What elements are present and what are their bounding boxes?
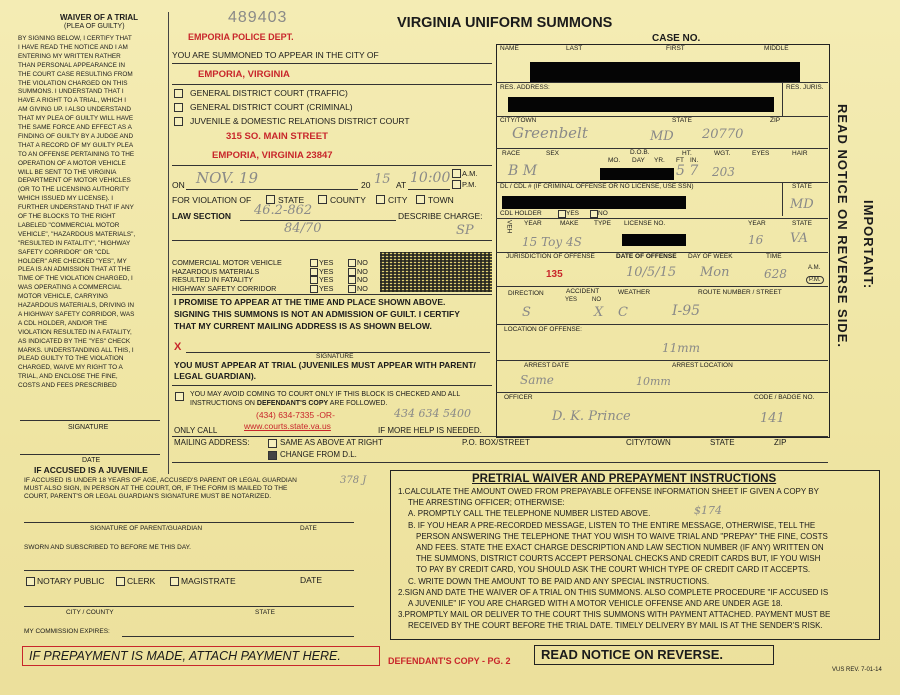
law-section-hand: 46.2-862	[254, 203, 313, 218]
at-label: AT	[396, 180, 407, 190]
instructions-hand-note: $174	[694, 504, 722, 517]
city-county-line	[24, 606, 354, 607]
direction-label: DIRECTION	[508, 290, 544, 297]
sworn-label: SWORN AND SUBSCRIBED TO BEFORE ME THIS DAY.	[24, 544, 191, 551]
arrest-location-hand: 10mm	[636, 375, 671, 388]
court-year-hand: 15	[374, 172, 391, 187]
describe-charge-label: DESCRIBE CHARGE:	[398, 211, 483, 221]
parent-signature-line	[24, 522, 354, 523]
date-line	[20, 454, 160, 455]
zip-hand: 20770	[702, 127, 744, 142]
license-no-label: LICENSE NO.	[624, 220, 666, 227]
are-followed: ARE FOLLOWED.	[329, 400, 388, 407]
waiver-line: FURTHER UNDERSTAND THAT IF ANY	[18, 204, 134, 212]
cdl-yes-label: YES	[566, 210, 580, 217]
flag-row	[172, 276, 382, 284]
waiver-line: TRIAL, AND ENCLOSE THE FINE,	[18, 373, 118, 381]
instruction-line: 3.PROMPTLY MAIL OR DELIVER TO THE COURT THIS SUMMONS WITH PAYMENT ATTACHED. PAYMENT MUST BE	[398, 610, 831, 620]
city-town-label: CITY/TOWN	[500, 117, 537, 124]
promise-line-2: SIGNING THIS SUMMONS IS NOT AN ADMISSION OF GUILT. I CERTIFY	[174, 309, 460, 319]
flag-no-label: NO	[357, 258, 368, 267]
flag-yes-label: YES	[319, 275, 334, 285]
waiver-line: A CDL HOLDER, AND/OR THE	[18, 319, 108, 327]
ft-label: FT	[676, 157, 684, 164]
location-row-line	[496, 360, 828, 361]
city-row-line	[496, 148, 828, 149]
promise-line-3: THAT MY CURRENT MAILING ADDRESS IS AS SHOWN BELOW.	[174, 321, 432, 331]
veh-type-label: TYPE	[594, 220, 611, 227]
waiver-line: THAN PERSONAL APPEARANCE IN	[18, 61, 126, 69]
on-label: ON	[172, 180, 185, 190]
flag-yes-label: YES	[319, 266, 334, 276]
flag-row	[172, 259, 382, 267]
court-options-top	[172, 84, 492, 85]
date-offense-label: DATE OF OFFENSE	[616, 253, 677, 260]
flag-no-label: NO	[357, 275, 368, 285]
waiver-line: SAFETY CORRIDOR" OR "CDL	[18, 248, 110, 256]
weather-label: WEATHER	[618, 289, 651, 296]
violation-town-checkbox[interactable]	[416, 195, 425, 204]
time-label: TIME	[766, 253, 782, 260]
read-notice-box	[534, 645, 774, 665]
same-address-label: SAME AS ABOVE AT RIGHT	[280, 438, 383, 447]
city-hand: Greenbelt	[512, 124, 588, 142]
waiver-line: BY SIGNING BELOW, I CERTIFY THAT	[18, 35, 132, 42]
arrest-date-label: ARREST DATE	[524, 362, 569, 369]
res-state-label: STATE	[672, 117, 692, 124]
instructions-title: PRETRIAL WAIVER AND PREPAYMENT INSTRUCTIONS	[472, 473, 777, 485]
waiver-line: WHICH ISSUED MY LICENSE). I	[18, 195, 114, 203]
waiver-signature-label: SIGNATURE	[68, 424, 109, 431]
instruction-line: AND FEES. STATE THE EXACT CHARGE DESCRIPTION AND LAW SECTION NUMBER (IF ANY) WRITTEN ON	[416, 543, 824, 552]
waiver-line: AM GIVING UP. I ALSO UNDERSTAND	[18, 106, 132, 114]
dl-row-line	[496, 218, 828, 219]
violation-county-checkbox[interactable]	[318, 195, 327, 204]
phone-hand: 434 634 5400	[394, 407, 471, 420]
cdl-holder-label: CDL HOLDER	[500, 210, 542, 217]
eyes-label: EYES	[752, 150, 770, 157]
arrest-row-line	[496, 392, 828, 393]
race-label: RACE	[502, 150, 521, 157]
notary-public-checkbox[interactable]	[26, 577, 35, 586]
margin-handwriting: 378 J	[340, 475, 367, 486]
waiver-line: OPERATION OF A MOTOR VEHICLE	[18, 159, 126, 167]
yr-label: YR.	[654, 157, 665, 164]
waiver-line: THE COURT CASE RESULTING FROM	[18, 70, 133, 78]
am-label: A.M.	[462, 169, 478, 178]
redacted-dl	[502, 196, 686, 209]
clerk-label: CLERK	[127, 576, 156, 586]
dl-label: DL / CDL # (IF CRIMINAL OFFENSE OR NO LICENSE, USE SSN)	[500, 183, 694, 190]
mail-state-label: STATE	[710, 438, 735, 447]
waiver-line: THE SAME FORCE AND EFFECT AS A	[18, 124, 132, 131]
charge-hand: SP	[456, 223, 474, 238]
may-avoid-main: YOU MAY AVOID COMING TO COURT ONLY IF THIS BLOCK IS CHECKED AND ALL INSTRUCTIONS ON	[190, 391, 460, 407]
court-traffic-checkbox[interactable]	[174, 89, 183, 98]
defendant-copy-ref: DEFENDANT'S COPY	[256, 400, 329, 407]
flag-yes-checkbox[interactable]	[310, 268, 318, 276]
instruction-line: C. WRITE DOWN THE AMOUNT TO BE PAID AND ANY SPECIAL INSTRUCTIONS.	[408, 576, 710, 586]
court-website[interactable]: www.courts.state.va.us	[244, 421, 331, 431]
summons-number: 489403	[228, 9, 288, 26]
flag-label: RESULTED IN FATALITY	[172, 275, 254, 285]
accident-yes: YES	[565, 297, 578, 303]
instruction-line: RECEIVED BY THE COURT BEFORE THE TRIAL DATE. TIMELY DELIVERY BY MAIL IS AT THE SENDER'S RISK.	[408, 621, 823, 631]
day-label: DAY	[632, 157, 645, 164]
mail-city-label: CITY/TOWN	[626, 438, 671, 447]
address-divider	[172, 165, 492, 166]
flag-label: HIGHWAY SAFETY CORRIDOR	[172, 283, 277, 293]
appear-label: YOU ARE SUMMONED TO APPEAR IN THE CITY OF	[172, 50, 379, 60]
notary-public-label: NOTARY PUBLIC	[37, 576, 105, 586]
route-label: ROUTE NUMBER / STREET	[698, 289, 782, 296]
veh-year-label: YEAR	[524, 220, 542, 227]
waiver-line: WILL BE SENT TO THE VIRGINIA	[18, 168, 117, 176]
violation-state-label: STATE	[278, 195, 305, 205]
flag-no-label: NO	[357, 283, 368, 293]
court-phone: (434) 634-7335 -OR-	[256, 410, 335, 420]
waiver-line: CHARGED, WAIVE MY RIGHT TO A	[18, 364, 123, 372]
instruction-line: 1.CALCULATE THE AMOUNT OWED FROM PREPAYABLE OFFENSE INFORMATION SHEET IF GIVEN A COPY BY	[398, 487, 819, 496]
court-time-line	[408, 189, 450, 190]
location-label: LOCATION OF OFFENSE:	[504, 326, 582, 333]
waiver-line: THAT MY PLEA OF GUILTY WILL HAVE	[18, 115, 134, 123]
accident-hand: X	[594, 305, 604, 320]
pm-checkbox[interactable]	[452, 180, 461, 189]
dl-state-divider	[782, 182, 783, 216]
waiver-date-label: DATE	[82, 457, 101, 464]
waiver-line: OF THE BLOCKS TO THE RIGHT	[18, 213, 116, 220]
only-call-label: ONLY CALL	[174, 426, 218, 435]
po-box-label: P.O. BOX/STREET	[462, 438, 530, 447]
flag-no-checkbox[interactable]	[348, 259, 356, 267]
charge-line	[172, 240, 492, 241]
waiver-line: COSTS AND FEES PRESCRIBED	[18, 382, 117, 390]
waiver-line: HAZARDOUS MATERIALS, DRIVING IN	[18, 302, 134, 309]
side-important: IMPORTANT:	[861, 200, 876, 290]
waiver-line: MARKS. UNDERSTANDING ALL THIS, I	[18, 346, 134, 354]
violation-town-label: TOWN	[428, 195, 454, 205]
court-criminal-label: GENERAL DISTRICT COURT (CRIMINAL)	[190, 102, 353, 112]
vehicle-hand: 15 Toy 4S	[522, 235, 582, 249]
column-divider	[168, 12, 169, 474]
name-row-line	[496, 82, 828, 83]
state-hand: MD	[650, 129, 674, 144]
waiver-line: "RESULTED IN FATALITY", "HIGHWAY	[18, 239, 131, 247]
signature-x-mark: X	[174, 341, 182, 353]
waiver-line: WAS OPERATING A COMMERCIAL	[18, 284, 122, 292]
pm-label: P.M.	[462, 180, 477, 189]
flag-no-checkbox[interactable]	[348, 268, 356, 276]
case-no-label: CASE NO.	[652, 33, 701, 44]
name-label: NAME	[500, 45, 519, 52]
waiver-line: MOTOR VEHICLE, CARRYING	[18, 293, 108, 301]
waiver-line: (OR TO THE LICENSING AUTHORITY	[18, 186, 130, 194]
flag-no-label: NO	[357, 266, 368, 276]
wgt-label: WGT.	[714, 150, 731, 157]
change-dl-label: CHANGE FROM D.L.	[280, 450, 357, 459]
police-dept: EMPORIA POLICE DEPT.	[188, 32, 294, 42]
city-line	[172, 63, 492, 64]
waiver-line: TIME OF THE VIOLATION CHARGED, I	[18, 275, 133, 283]
res-address-label: RES. ADDRESS:	[500, 84, 550, 91]
law-section-label: LAW SECTION	[172, 211, 232, 221]
juvenile-line-3: COURT, PARENT'S OR LEGAL GUARDIAN'S SIGNATURE MUST BE NOTARIZED.	[24, 493, 272, 500]
badge-hand: 141	[760, 411, 785, 426]
waiver-line: LABELED "COMMERCIAL MOTOR	[18, 221, 120, 229]
height-hand: 5 7	[676, 163, 699, 179]
officer-label: OFFICER	[504, 394, 533, 401]
redacted-name	[530, 62, 800, 82]
arrest-date-hand: Same	[520, 373, 554, 387]
prepayment-banner-text: IF PREPAYMENT IS MADE, ATTACH PAYMENT HERE.	[29, 649, 341, 663]
waiver-line: PLEAD GUILTY TO THE VIOLATION	[18, 355, 124, 363]
instruction-line: TO PAY BY CREDIT CARD, YOU SHOULD ASK THE COURT WHICH TYPE OF CREDIT CARD IT ACCEPTS.	[416, 565, 811, 575]
court-address-2: EMPORIA, VIRGINIA 23847	[212, 150, 333, 161]
dow-label: DAY OF WEEK	[688, 253, 733, 260]
instruction-line: 2.SIGN AND DATE THE WAIVER OF A TRIAL ON THIS SUMMONS. ALSO COMPLETE PROCEDURE "IF ACCUSED IS	[398, 587, 829, 597]
hair-label: HAIR	[792, 150, 808, 157]
side-read-notice: READ NOTICE ON REVERSE SIDE.	[835, 104, 850, 348]
dl-state-label: STATE	[792, 183, 812, 190]
defendant-signature-label: SIGNATURE	[316, 353, 354, 360]
instruction-line: PERSON ANSWERING THE TELEPHONE THAT YOU WISH TO WAIVE TRIAL AND "PREPAY" THE FINE, COSTS	[416, 531, 828, 541]
parent-signature-label: SIGNATURE OF PARENT/GUARDIAN	[90, 525, 203, 532]
offense-row-line	[496, 286, 828, 287]
must-appear-line	[172, 385, 492, 386]
res-juris-label: RES. JURIS.	[786, 84, 824, 91]
violation-city-checkbox[interactable]	[376, 195, 385, 204]
race-sex-hand: B M	[508, 163, 538, 179]
dow-hand: Mon	[700, 265, 730, 280]
flag-yes-checkbox[interactable]	[310, 259, 318, 267]
must-appear: YOU MUST APPEAR AT TRIAL (JUVENILES MUST APPEAR WITH PARENT/ LEGAL GUARDIAN).	[174, 360, 476, 381]
cdl-yes-checkbox[interactable]	[558, 210, 566, 218]
res-juris-divider	[782, 82, 783, 116]
violation-label: FOR VIOLATION OF	[172, 195, 252, 205]
mailing-label: MAILING ADDRESS:	[174, 438, 250, 447]
ht-label: HT.	[682, 150, 692, 157]
read-notice-text: READ NOTICE ON REVERSE.	[541, 647, 724, 662]
commission-line	[122, 636, 354, 637]
lic-year-label: YEAR	[748, 220, 766, 227]
flag-row	[172, 285, 382, 293]
date-offense-hand: 10/5/15	[626, 265, 677, 280]
city-county-label: CITY / COUNTY	[66, 609, 114, 616]
change-dl-checkbox[interactable]	[268, 451, 277, 460]
arrest-location-label: ARREST LOCATION	[672, 362, 733, 369]
lic-year-hand: 16	[748, 233, 764, 247]
instruction-line: THE SUMMONS, DISTRICT COURTS ACCEPT PERSONAL CHECKS AND CREDIT CARDS BUT, IF YOU WISH	[416, 554, 821, 564]
dob-label: D.O.B.	[630, 149, 650, 156]
court-criminal-checkbox[interactable]	[174, 103, 183, 112]
juvenile-title: IF ACCUSED IS A JUVENILE	[34, 465, 148, 475]
clerk-checkbox[interactable]	[116, 577, 125, 586]
sex-label: SEX	[546, 150, 560, 157]
veh-label: VEH	[505, 220, 513, 234]
may-avoid-text	[190, 390, 492, 408]
waiver-line: VEHICLE", "HAZARDOUS MATERIALS",	[18, 230, 136, 238]
redacted-plate	[622, 234, 686, 246]
waiver-line: AS INDICATED BY THE "YES" CHECK	[18, 337, 131, 345]
time-hand: 628	[764, 267, 787, 281]
copy-label: DEFENDANT'S COPY - PG. 2	[388, 656, 511, 666]
revision: VUS REV. 7-01-14	[832, 667, 882, 673]
barcode	[380, 252, 492, 292]
juris-label: JURISDICTION OF OFFENSE	[506, 253, 595, 260]
notary-date-label: DATE	[300, 575, 323, 585]
flag-no-checkbox[interactable]	[348, 276, 356, 284]
violation-county-label: COUNTY	[330, 195, 366, 205]
violation-city-label: CITY	[388, 195, 408, 205]
mo-label: MO.	[608, 157, 621, 164]
notary-state-label: STATE	[255, 609, 275, 616]
middle-label: MIDDLE	[764, 45, 789, 52]
waiver-line: TO AN OFFENSE PERTAINING TO THE	[18, 150, 135, 158]
law-section-hand-2: 84/70	[284, 221, 322, 236]
waiver-line: PLEA IS AN ADMISSION THAT AT THE	[18, 266, 131, 274]
last-label: LAST	[566, 45, 583, 52]
waiver-line: ENTERING MY WRITTEN RATHER	[18, 52, 121, 60]
juris-code: 135	[546, 269, 563, 280]
flag-label: COMMERCIAL MOTOR VEHICLE	[172, 258, 282, 267]
waiver-line: THE VIOLATION CHARGED ON THIS	[18, 79, 128, 87]
flags-bottom-line	[172, 294, 492, 295]
flag-yes-label: YES	[319, 283, 334, 293]
mail-zip-label: ZIP	[774, 438, 787, 447]
commission-label: MY COMMISSION EXPIRES:	[24, 628, 110, 635]
signature-line	[20, 420, 160, 421]
res-zip-label: ZIP	[770, 117, 781, 124]
waiver-line: A HIGHWAY SAFETY CORRIDOR, WAS	[18, 310, 135, 318]
court-traffic-label: GENERAL DISTRICT COURT (TRAFFIC)	[190, 88, 348, 98]
notary-line	[24, 570, 354, 571]
court-juvenile-label: JUVENILE & DOMESTIC RELATIONS DISTRICT COURT	[190, 116, 410, 126]
waiver-line: FINDING OF GUILTY BY A JUDGE AND	[18, 132, 134, 140]
year-prefix: 20	[361, 180, 371, 190]
waiver-line: SUMMONS. I UNDERSTAND THAT I	[18, 88, 124, 96]
lic-state-label: STATE	[792, 220, 812, 227]
waiver-line: VIOLATION RESULTED IN A FATALITY,	[18, 328, 132, 336]
court-address-1: 315 SO. MAIN STREET	[226, 131, 328, 142]
court-time-hand: 10:00	[410, 170, 451, 186]
location-hand: 11mm	[662, 341, 701, 355]
flag-no-checkbox[interactable]	[348, 285, 356, 293]
court-date-hand: NOV. 19	[196, 169, 258, 187]
juvenile-line-1: IF ACCUSED IS UNDER 18 YEARS OF AGE, ACCUSED'S PARENT OR LEGAL GUARDIAN	[24, 477, 297, 484]
weight-hand: 203	[712, 165, 735, 179]
officer-hand: D. K. Prince	[552, 409, 631, 424]
time-am: A.M.	[808, 265, 821, 271]
parent-date-label: DATE	[300, 525, 317, 532]
waiver-line: DEPARTMENT OF MOTOR VEHICLES	[18, 177, 131, 185]
dl-state-hand: MD	[790, 197, 814, 212]
route-hand: I-95	[672, 303, 701, 319]
magistrate-checkbox[interactable]	[170, 577, 179, 586]
may-avoid-checkbox[interactable]	[175, 392, 184, 401]
instruction-line: A. PROMPTLY CALL THE TELEPHONE NUMBER LISTED ABOVE.	[408, 509, 651, 519]
direction-hand: S	[522, 305, 531, 320]
waiver-line: I HAVE READ THE NOTICE AND I AM	[18, 43, 128, 51]
instruction-line: B. IF YOU HEAR A PRE-RECORDED MESSAGE, LISTEN TO THE ENTIRE MESSAGE, OTHERWISE, TELL THE	[408, 520, 816, 530]
am-checkbox[interactable]	[452, 169, 461, 178]
court-date-line	[186, 189, 358, 190]
magistrate-label: MAGISTRATE	[181, 576, 236, 586]
badge-label: CODE / BADGE NO.	[754, 394, 815, 401]
cdl-no-checkbox[interactable]	[590, 210, 598, 218]
waiver-line: THAT A RECORD OF MY GUILTY PLEA	[18, 141, 134, 149]
route-row-line	[496, 324, 828, 325]
flag-yes-label: YES	[319, 258, 334, 267]
promise-line-1: I PROMISE TO APPEAR AT THE TIME AND PLACE SHOWN ABOVE.	[174, 297, 446, 307]
first-label: FIRST	[666, 45, 685, 52]
instruction-line: A JUVENILE" IF YOU ARE CHARGED WITH A MOTOR VEHICLE OFFENSE AND ARE UNDER AGE 18.	[408, 599, 783, 608]
time-pm: P.M.	[806, 276, 824, 284]
in-label: IN.	[690, 157, 699, 164]
court-juvenile-checkbox[interactable]	[174, 117, 183, 126]
redacted-dob	[600, 168, 674, 180]
accident-label: ACCIDENT	[566, 288, 600, 295]
flag-yes-checkbox[interactable]	[310, 285, 318, 293]
same-address-checkbox[interactable]	[268, 439, 277, 448]
waiver-subtitle: (PLEA OF GUILTY)	[64, 23, 125, 30]
form-title: VIRGINIA UNIFORM SUMMONS	[397, 15, 613, 31]
instruction-line: THE ARRESTING OFFICER; OTHERWISE:	[408, 498, 565, 508]
waiver-line: HOLDER" ARE CHECKED "YES", MY	[18, 257, 127, 265]
veh-make-label: MAKE	[560, 220, 579, 227]
cdl-no-label: NO	[598, 210, 608, 217]
mailing-bottom-line	[172, 462, 828, 463]
juvenile-line-2: MUST ALSO SIGN, IN PERSON AT THE COURT, OR, IF THE FORM IS MAILED TO THE	[24, 485, 288, 492]
prepayment-banner	[22, 646, 380, 666]
accident-no: NO	[592, 297, 601, 303]
lic-state-hand: VA	[790, 231, 808, 246]
more-help-label: IF MORE HELP IS NEEDED.	[378, 426, 482, 435]
flag-yes-checkbox[interactable]	[310, 276, 318, 284]
redacted-address	[508, 97, 774, 112]
waiver-title: WAIVER OF A TRIAL	[60, 13, 139, 22]
court-city: EMPORIA, VIRGINIA	[198, 69, 290, 80]
weather-hand: C	[618, 305, 628, 320]
waiver-line: HAVE A RIGHT TO A TRIAL, WHICH I	[18, 97, 127, 105]
flag-label: HAZARDOUS MATERIALS	[172, 266, 260, 276]
